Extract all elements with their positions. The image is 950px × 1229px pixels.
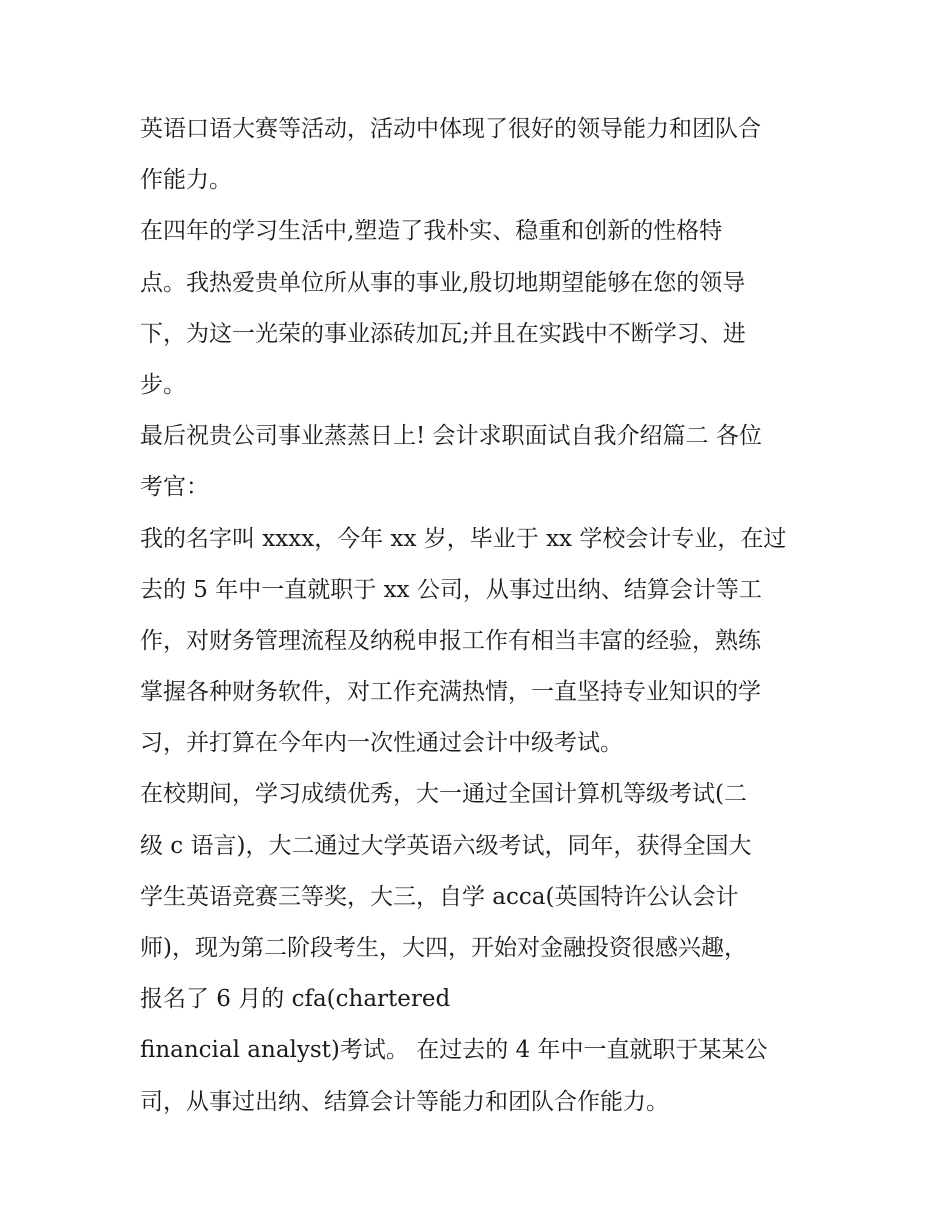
text-line-16: 学生英语竞赛三等奖，大三，自学 acca(英国特许公认会计	[140, 883, 739, 910]
text-line-19: financial analyst)考试。 在过去的 4 年中一直就职于某某公	[140, 1037, 768, 1064]
text-line-2: 作能力。	[140, 167, 232, 194]
text-line-11: 作，对财务管理流程及纳税申报工作有相当丰富的经验，熟练	[140, 627, 761, 654]
text-line-13: 习，并打算在今年内一次性通过会计中级考试。	[140, 730, 623, 757]
text-line-3: 在四年的学习生活中,塑造了我朴实、稳重和创新的性格特	[140, 218, 723, 245]
text-line-4: 点。我热爱贵单位所从事的事业,殷切地期望能够在您的领导	[140, 269, 746, 296]
text-line-10: 去的 5 年中一直就职于 xx 公司，从事过出纳、结算会计等工	[140, 576, 762, 603]
text-line-1: 英语口语大赛等活动，活动中体现了很好的领导能力和团队合	[140, 116, 761, 142]
text-line-7: 最后祝贵公司事业蒸蒸日上! 会计求职面试自我介绍篇二 各位	[140, 423, 762, 450]
text-line-14: 在校期间，学习成绩优秀，大一通过全国计算机等级考试(二	[140, 781, 747, 808]
text-line-15: 级 c 语言)，大二通过大学英语六级考试，同年，获得全国大	[140, 832, 752, 859]
text-line-8: 考官：	[140, 474, 209, 501]
text-line-12: 掌握各种财务软件，对工作充满热情，一直坚持专业知识的学	[140, 679, 761, 706]
text-line-20: 司，从事过出纳、结算会计等能力和团队合作能力。	[140, 1088, 669, 1115]
text-line-6: 步。	[140, 371, 186, 398]
document-body	[140, 104, 820, 1128]
text-line-9: 我的名字叫 xxxx，今年 xx 岁，毕业于 xx 学校会计专业，在过	[140, 525, 787, 552]
text-line-18: 报名了 6 月的 cfa(chartered	[140, 986, 451, 1013]
text-line-5: 下，为这一光荣的事业添砖加瓦;并且在实践中不断学习、进	[140, 320, 746, 347]
text-line-17: 师)，现为第二阶段考生，大四，开始对金融投资很感兴趣，	[140, 935, 747, 961]
